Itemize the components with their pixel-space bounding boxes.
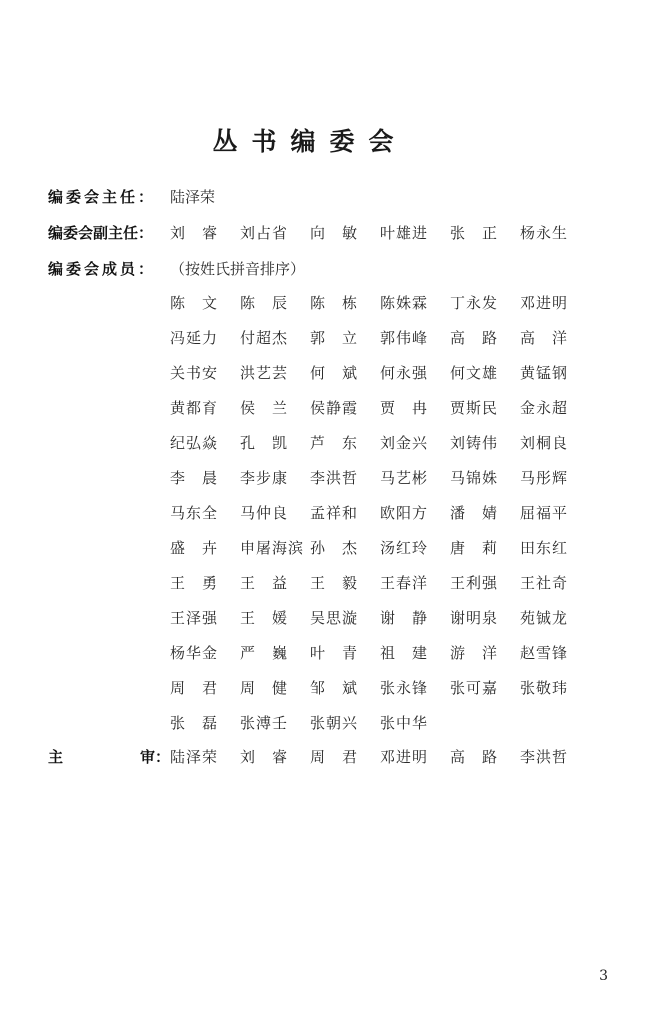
member-name: 谢 静	[380, 609, 429, 627]
member-name: 谢明泉	[450, 609, 499, 627]
member-name: 周 健	[240, 679, 289, 697]
members-grid-row	[170, 465, 610, 500]
member-name: 汤红玲	[380, 539, 429, 557]
member-name: 邓进明	[520, 294, 569, 312]
member-name: 芦 东	[310, 434, 359, 452]
vice-chief-name: 向 敏	[310, 224, 359, 242]
member-name: 张溥壬	[240, 714, 289, 732]
members-grid-row	[170, 640, 610, 675]
member-name: 孟祥和	[310, 504, 359, 522]
member-name: 赵雪锋	[520, 644, 569, 662]
member-name: 吴思漩	[310, 609, 359, 627]
member-name: 王社奇	[520, 574, 569, 592]
members-row	[48, 256, 305, 282]
member-name: 严 巍	[240, 644, 289, 662]
member-name: 田东红	[520, 539, 569, 557]
member-name: 贾 冉	[380, 399, 429, 417]
member-name: 马仲良	[240, 504, 289, 522]
member-name: 欧阳方	[380, 504, 429, 522]
page-number: 3	[599, 968, 608, 984]
member-name: 游 洋	[450, 644, 499, 662]
member-name: 杨华金	[170, 644, 219, 662]
members-grid-row	[170, 675, 610, 710]
vice-chief-row	[48, 220, 590, 246]
members-grid-row	[170, 710, 610, 745]
member-name: 付超杰	[240, 329, 289, 347]
member-name: 马锦姝	[450, 469, 499, 487]
member-name: 刘金兴	[380, 434, 429, 452]
members-grid-row	[170, 290, 610, 325]
review-name: 陆泽荣	[170, 748, 219, 766]
member-name: 刘铸伟	[450, 434, 499, 452]
member-name: 周 君	[170, 679, 219, 697]
review-name: 高 路	[450, 748, 499, 766]
member-name: 陈 文	[170, 294, 219, 312]
vice-chief-label: 编委会副主任：	[48, 224, 154, 242]
member-name: 丁永发	[450, 294, 499, 312]
member-name: 孙 杰	[310, 539, 359, 557]
members-grid-row	[170, 535, 610, 570]
member-name: 张敬玮	[520, 679, 569, 697]
chief-label: 编委会主任：	[48, 188, 157, 206]
member-name: 黄锰钢	[520, 364, 569, 382]
member-name: 邹 斌	[310, 679, 359, 697]
member-name: 陈 辰	[240, 294, 289, 312]
member-name: 张永锋	[380, 679, 429, 697]
page-title: 丛书编委会	[212, 127, 408, 156]
member-name: 高 洋	[520, 329, 569, 347]
chief-row	[48, 184, 215, 210]
review-names	[170, 744, 590, 770]
member-name: 马彤辉	[520, 469, 569, 487]
member-name: 张朝兴	[310, 714, 359, 732]
member-name: 潘 婧	[450, 504, 499, 522]
members-grid-row	[170, 325, 610, 360]
member-name: 何文雄	[450, 364, 499, 382]
member-name: 张可嘉	[450, 679, 499, 697]
chief-name: 陆泽荣	[170, 188, 216, 206]
review-name: 李洪哲	[520, 748, 569, 766]
member-name: 孔 凯	[240, 434, 289, 452]
member-name: 马东全	[170, 504, 219, 522]
members-grid-row	[170, 430, 610, 465]
member-name: 李步康	[240, 469, 289, 487]
member-name: 盛 卉	[170, 539, 219, 557]
member-name: 陈姝霖	[380, 294, 429, 312]
member-name: 郭 立	[310, 329, 359, 347]
member-name: 洪艺芸	[240, 364, 289, 382]
member-name: 金永超	[520, 399, 569, 417]
vice-chief-name: 杨永生	[520, 224, 569, 242]
member-name: 王 媛	[240, 609, 289, 627]
member-name: 侯静霞	[310, 399, 359, 417]
member-name: 何永强	[380, 364, 429, 382]
member-name: 冯延力	[170, 329, 219, 347]
member-name: 刘桐良	[520, 434, 569, 452]
member-name: 王 益	[240, 574, 289, 592]
member-name: 高 路	[450, 329, 499, 347]
member-name: 李洪哲	[310, 469, 359, 487]
member-name: 王 毅	[310, 574, 359, 592]
member-name: 王春洋	[380, 574, 429, 592]
member-name: 纪弘焱	[170, 434, 219, 452]
member-name: 申屠海滨	[240, 539, 305, 557]
members-grid	[170, 290, 610, 745]
review-name: 邓进明	[380, 748, 429, 766]
member-name: 郭伟峰	[380, 329, 429, 347]
review-row	[48, 744, 590, 770]
member-name: 王泽强	[170, 609, 219, 627]
member-name: 王 勇	[170, 574, 219, 592]
review-label	[48, 744, 170, 770]
review-name: 刘 睿	[240, 748, 289, 766]
member-name: 王利强	[450, 574, 499, 592]
member-name: 黄都育	[170, 399, 219, 417]
members-grid-row	[170, 395, 610, 430]
member-name: 关书安	[170, 364, 219, 382]
review-label-left: 主	[48, 748, 64, 766]
review-label-right: 审：	[139, 748, 170, 766]
member-name: 屈福平	[520, 504, 569, 522]
vice-chief-name: 刘占省	[240, 224, 289, 242]
member-name: 陈 栋	[310, 294, 359, 312]
members-grid-row	[170, 500, 610, 535]
member-name: 祖 建	[380, 644, 429, 662]
vice-chief-name: 叶雄进	[380, 224, 429, 242]
member-name: 何 斌	[310, 364, 359, 382]
review-name: 周 君	[310, 748, 359, 766]
member-name: 李 晨	[170, 469, 219, 487]
vice-chief-name: 刘 睿	[170, 224, 219, 242]
member-name: 叶 青	[310, 644, 359, 662]
vice-chief-names	[170, 220, 590, 246]
members-grid-row	[170, 605, 610, 640]
members-grid-row	[170, 360, 610, 395]
member-name: 苑铖龙	[520, 609, 569, 627]
members-note: （按姓氏拼音排序）	[170, 260, 306, 278]
member-name: 唐 莉	[450, 539, 499, 557]
member-name: 张 磊	[170, 714, 219, 732]
member-name: 贾斯民	[450, 399, 499, 417]
members-grid-row	[170, 570, 610, 605]
members-label: 编委会成员：	[48, 260, 157, 278]
member-name: 张中华	[380, 714, 429, 732]
member-name: 侯 兰	[240, 399, 289, 417]
member-name: 马艺彬	[380, 469, 429, 487]
vice-chief-name: 张 正	[450, 224, 499, 242]
